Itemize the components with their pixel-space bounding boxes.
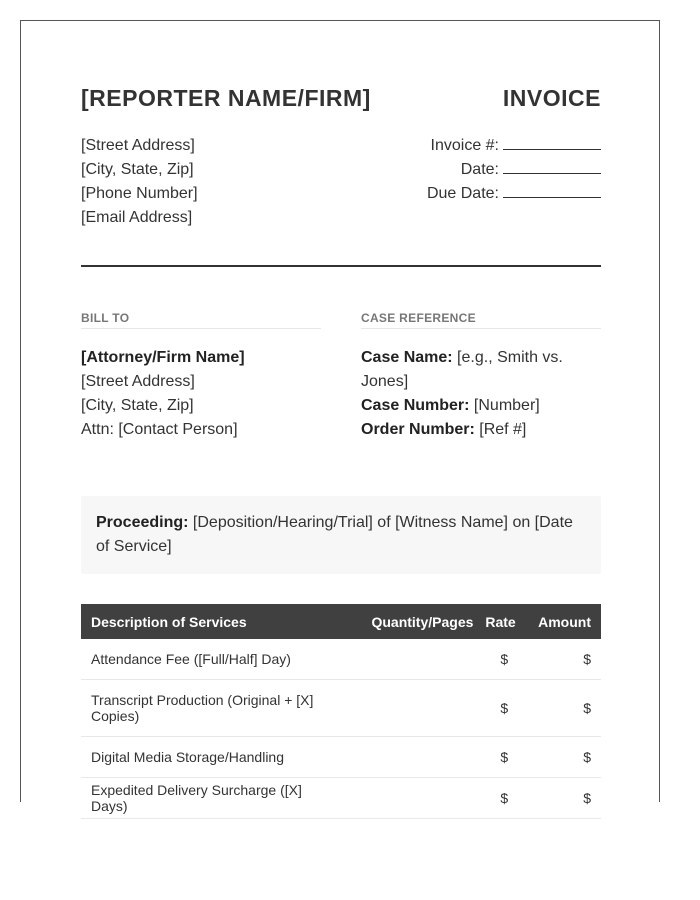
row-amount: $	[522, 639, 601, 680]
sender-phone: [Phone Number]	[81, 185, 198, 202]
due-date-field[interactable]	[503, 183, 601, 198]
proceeding-value: [Deposition/Hearing/Trial] of [Witness Name] on [Date of Service]	[96, 514, 573, 555]
bill-to-section	[81, 311, 321, 442]
case-reference-section	[361, 311, 601, 442]
due-date-line	[427, 182, 601, 206]
case-name-label: Case Name:	[361, 349, 453, 366]
bill-to-heading: BILL TO	[81, 311, 321, 329]
row-description: Attendance Fee ([Full/Half] Day)	[81, 639, 351, 680]
row-description: Transcript Production (Original + [X] Copies)	[81, 680, 351, 737]
row-quantity	[351, 680, 479, 737]
case-number-label: Case Number:	[361, 397, 470, 414]
row-quantity	[351, 737, 479, 778]
table-row	[81, 639, 601, 680]
column-header-description: Description of Services	[91, 613, 247, 630]
column-header-amount: Amount	[538, 613, 591, 630]
row-amount: $	[522, 778, 601, 819]
case-name-line	[361, 346, 601, 394]
date-line	[427, 158, 601, 182]
case-reference-heading: CASE REFERENCE	[361, 311, 601, 329]
bill-to-street: [Street Address]	[81, 373, 195, 390]
invoice-number-field[interactable]	[503, 135, 601, 150]
proceeding-box	[81, 496, 601, 574]
invoice-number-line	[427, 134, 601, 158]
table-row	[81, 737, 601, 778]
header-divider	[81, 265, 601, 267]
bill-to-attn: Attn: [Contact Person]	[81, 421, 238, 438]
row-quantity	[351, 778, 479, 819]
table-row	[81, 680, 601, 737]
row-amount: $	[522, 737, 601, 778]
column-header-quantity: Quantity/Pages	[371, 613, 474, 630]
column-header-rate: Rate	[485, 613, 516, 630]
row-rate: $	[479, 737, 521, 778]
row-amount: $	[522, 680, 601, 737]
sender-city: [City, State, Zip]	[81, 161, 194, 178]
row-description: Digital Media Storage/Handling	[81, 737, 351, 778]
invoice-header	[81, 85, 601, 112]
date-label: Date:	[460, 161, 499, 178]
row-quantity	[351, 639, 479, 680]
order-number-line	[361, 418, 601, 442]
row-description: Expedited Delivery Surcharge ([X] Days)	[81, 778, 351, 819]
order-number-value: [Ref #]	[474, 421, 527, 438]
invoice-page	[20, 20, 660, 814]
services-table-header	[81, 604, 601, 639]
sender-email: [Email Address]	[81, 209, 193, 226]
services-table	[81, 604, 601, 819]
row-rate: $	[479, 639, 521, 680]
order-number-label: Order Number:	[361, 421, 475, 438]
due-date-label: Due Date:	[426, 185, 499, 202]
bill-to-name: [Attorney/Firm Name]	[81, 349, 245, 366]
invoice-title: INVOICE	[502, 85, 601, 111]
case-number-value: [Number]	[469, 397, 540, 414]
date-field[interactable]	[503, 159, 601, 174]
sender-street: [Street Address]	[81, 137, 195, 154]
row-rate: $	[479, 680, 521, 737]
case-name-value: [e.g., Smith vs. Jones]	[361, 349, 563, 390]
firm-name: [REPORTER NAME/FIRM]	[81, 85, 371, 111]
table-row	[81, 778, 601, 819]
proceeding-label: Proceeding:	[96, 514, 189, 531]
sender-address	[81, 134, 198, 230]
invoice-number-label: Invoice #:	[430, 137, 499, 154]
invoice-meta	[427, 134, 601, 206]
row-rate: $	[479, 778, 521, 819]
case-number-line	[361, 394, 601, 418]
bill-to-city: [City, State, Zip]	[81, 397, 194, 414]
